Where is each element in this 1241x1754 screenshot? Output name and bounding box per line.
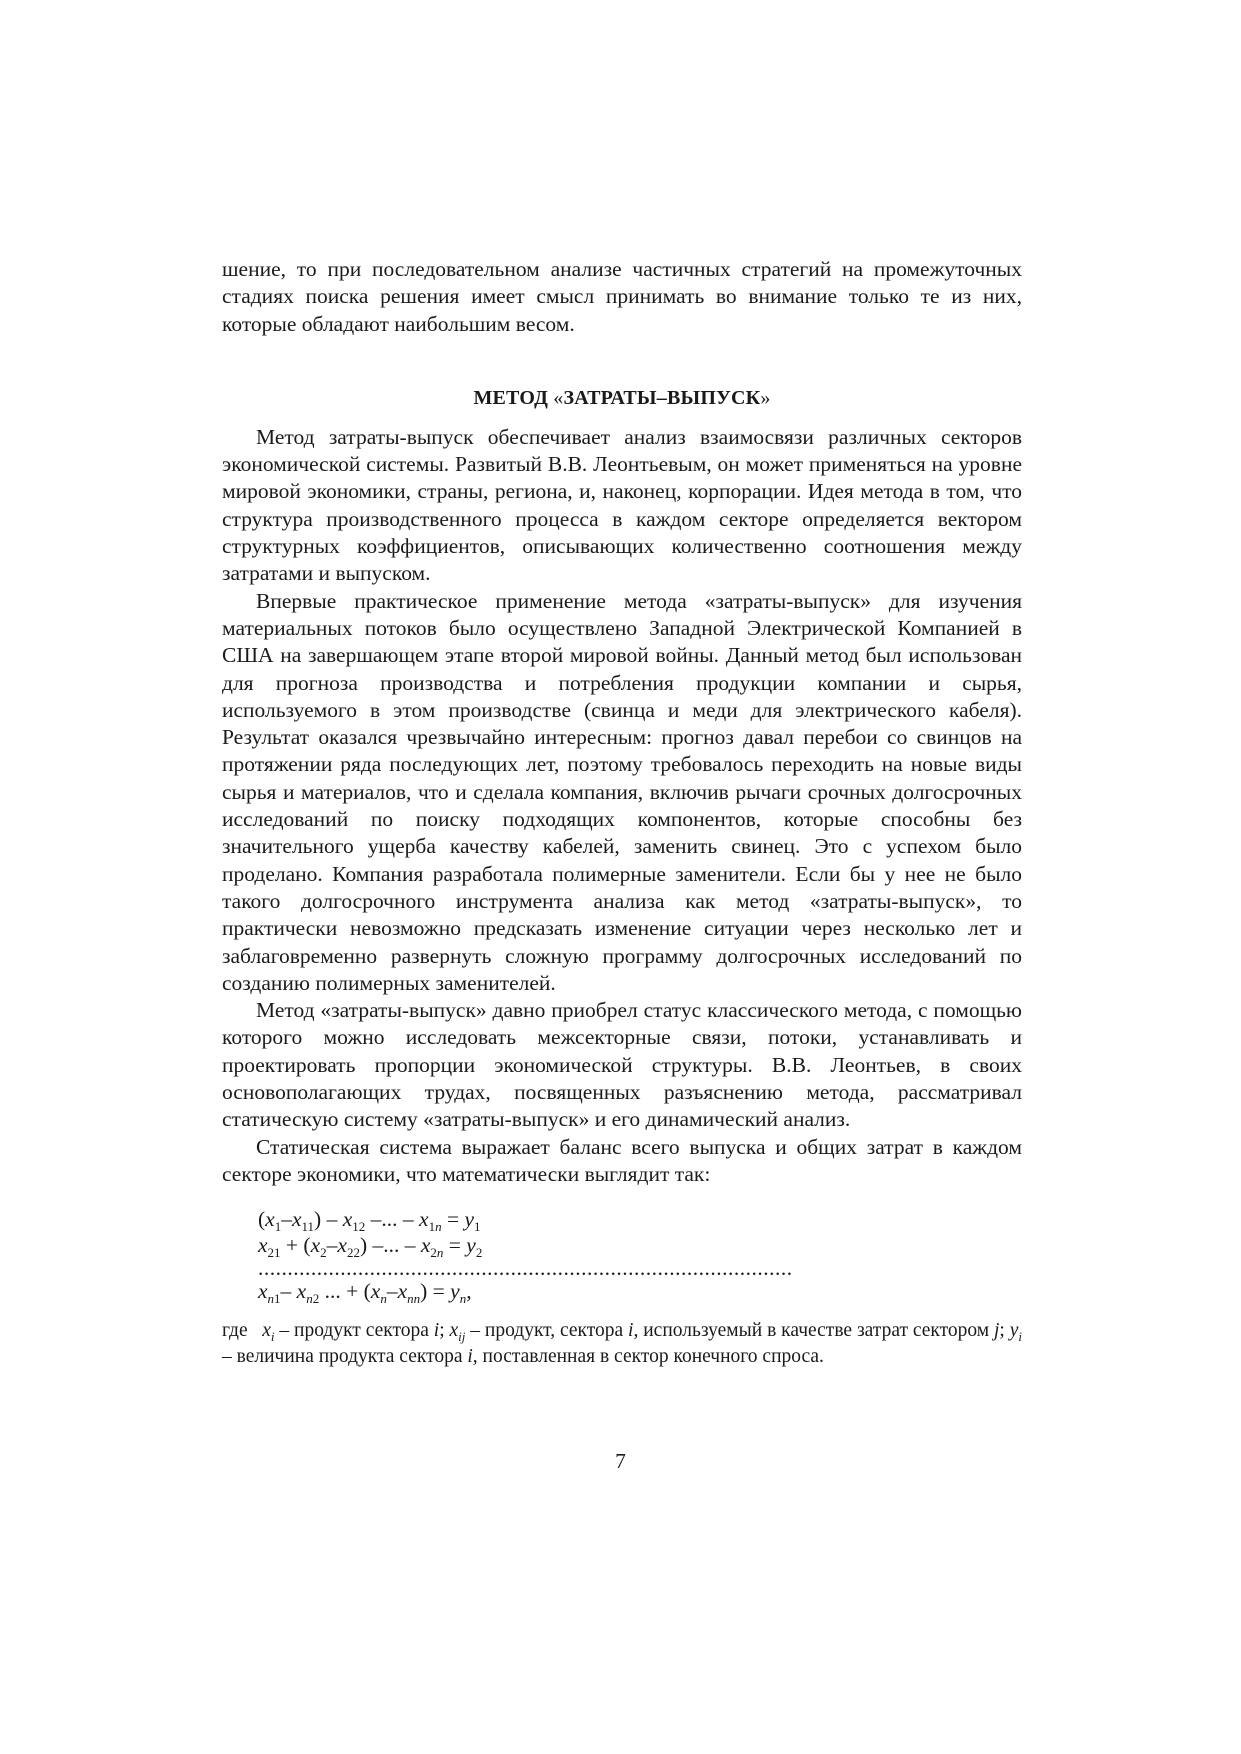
equation-line-n: $x_{n1}-$ $x_{n2}$ ... + $(x_n-x_{nn}) = y_n$, (258, 1279, 472, 1307)
legend-text: – продукт, сектора (465, 1320, 629, 1342)
legend-text: ; (439, 1320, 450, 1342)
paragraph-continuation: шение, то при последовательном анализе частичных стратегий на промежуточных стадиях поиска решения имеет смысл принимать во внимание только те из них, которые обладают наибольшим весом. (222, 257, 1022, 336)
legend-text: , используемый в качестве затрат сектором (633, 1320, 994, 1342)
heading-quote-open: « (553, 386, 564, 409)
paragraph-method-intro: Метод затраты-выпуск обеспечивает анализ взаимосвязи различных секторов экономической системы. Развитый В.В. Леонтьевым, он может применяться на уровне мировой экономики, страны, региона, и, наконец, корпорации. Идея метода в том, что структура производственного процесса в каждом секторе определяется вектором структурных коэффициентов, описывающих количественно соотношения между затратами и выпуском. (222, 424, 1022, 586)
paragraph-static-system: Статическая система выражает баланс всего выпуска и общих затрат в каждом секторе экономики, что математически выглядит так: (222, 1134, 1022, 1186)
paragraph-history: Впервые практическое применение метода «затраты-выпуск» для изучения материальных потоков было осуществлено Западной Электрической Компанией в США на завершающем этапе второй мировой войны. Данный метод был использован для прогноза производства и потребления продукции компании и сырья, используемого в этом производстве (свинца и меди для электрического кабеля). Результат оказался чрезвычайно интересным: прогноз давал перебои со свинцов на протяжении ряда последующих лет, поэтому требовалось переходить на новые виды сырья и материалов, что и сделала компания, включив рычаги срочных долгосрочных исследований по поиску подходящих компонентов, которые способны без значительного ущерба качеству кабелей, заменить свинец. Это с успехом было проделано. Компания разработала полимерные заменители. Если бы у нее не было такого долгосрочного инструмента анализа как метод «затраты-выпуск», то практически невозможно предсказать изменение ситуации через несколько лет и заблаговременно развернуть сложную программу долгосрочных исследований по созданию полимерных заменителей. (222, 588, 1022, 995)
legend-text: , поставленная в сектор конечного спроса. (472, 1346, 824, 1368)
equation-ellipsis-row: ........................................................................................... (258, 1256, 793, 1281)
equation-system (258, 1206, 1022, 1307)
legend-where: где (222, 1320, 248, 1342)
section-heading (222, 386, 1022, 410)
heading-quote-close: » (760, 386, 771, 409)
heading-text-main: МЕТОД (473, 386, 554, 409)
heading-text-inner: ЗАТРАТЫ–ВЫПУСК (563, 386, 761, 409)
equation-line-1: $(x_1-x_{11}) - x_{12}$ –... – $x_{1n} = y_1$ (258, 1207, 481, 1235)
legend-text: ; (999, 1320, 1010, 1342)
legend-text: – величина продукта сектора (222, 1346, 468, 1368)
legend-text: – продукт сектора (274, 1320, 434, 1342)
page-body (222, 256, 1022, 1370)
equation-line-2: $x_{21} + (x_2-x_{22})$ –... – $x_{2n} = y_2$ (258, 1233, 483, 1261)
page-number: 7 (615, 1449, 626, 1473)
variable-legend: где $x_i$ – продукт сектора i; $x_{ij}$ – продукт, сектора i, используемый в качестве затрат сектором j; $y_i$ – величина продукта сектора i, поставленная в сектор конечного спроса. (222, 1320, 1023, 1368)
paragraph-classic-method: Метод «затраты-выпуск» давно приобрел статус классического метода, с помощью которого можно исследовать межсекторные связи, потоки, устанавливать и проектировать пропорции экономической структуры. В.В. Леонтьев, в своих основополагающих трудах, посвященных разъяснению метода, рассматривал статическую систему «затраты-выпуск» и его динамический анализ. (222, 998, 1022, 1132)
